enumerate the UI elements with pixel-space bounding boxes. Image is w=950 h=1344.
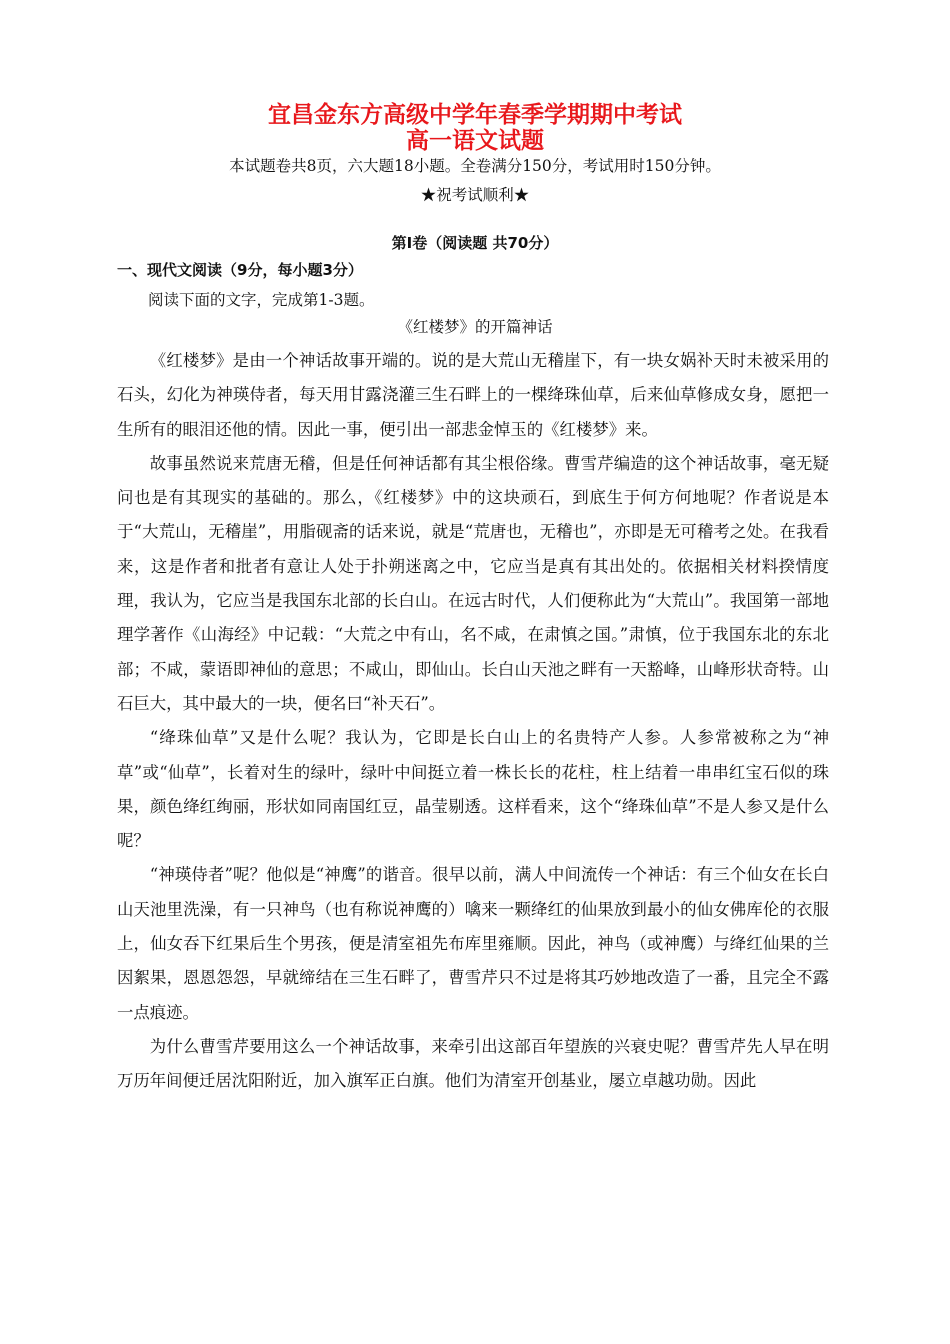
volume-title: 第Ⅰ卷（阅读题 共70分）: [391, 234, 559, 252]
paragraph: 为什么曹雪芹要用这么一个神话故事，来牵引出这部百年望族的兴衰史呢？曹雪芹先人早在明万历年间便迁居沈阳附近，加入旗军正白旗。他们为清室开创基业，屡立卓越功勋。因此: [117, 1036, 829, 1091]
paragraph: “神瑛侍者”呢？他似是“神鹰”的谐音。很早以前，满人中间流传一个神话：有三个仙女在长白山天池里洗澡，有一只神鸟（也有称说神鹰的）噙来一颗绛红的仙果放到最小的仙女佛库伦的衣服上，仙女吞下红果后生个男孩，便是清室祖先布库里雍顺。因此，神鸟（或神鹰）与绛红仙果的兰因絮果，恩恩怨怨，早就缔结在三生石畔了，曹雪芹只不过是将其巧妙地改造了一番，且完全不露一点痕迹。: [117, 865, 829, 1022]
exam-subtitle: 高一语文试题: [406, 128, 544, 154]
section-title: 一、现代文阅读（9分，每小题3分）: [117, 261, 363, 279]
section-instruction: 阅读下面的文字，完成第1-3题。: [148, 291, 375, 309]
paragraph: 故事虽然说来荒唐无稽，但是任何神话都有其尘根俗缘。曹雪芹编造的这个神话故事，毫无疑问也是有其现实的基础的。那么，《红楼梦》中的这块顽石，到底生于何方何地呢？作者说是本于“大荒山，无稽崖”，用脂砚斋的话来说，就是“荒唐也，无稽也”，亦即是无可稽考之处。在我看来，这是作者和批者有意让人处于扑朔迷离之中，它应当是真有其出处的。依据相关材料揆情度理，我认为，它应当是我国东北部的长白山。在远古时代，人们便称此为“大荒山”。我国第一部地理学著作《山海经》中记载：“大荒之中有山，名不咸，在肃慎之国。”肃慎，位于我国东北的东北部；不咸，蒙语即神仙的意思；不咸山，即仙山。长白山天池之畔有一天豁峰，山峰形状奇特。山石巨大，其中最大的一块，便名曰“补天石”。: [117, 453, 829, 713]
exam-wish: ★祝考试顺利★: [420, 186, 530, 204]
article-body: [117, 344, 829, 1099]
exam-title: 宜昌金东方高级中学年春季学期期中考试: [268, 102, 682, 128]
exam-intro: 本试题卷共8页，六大题18小题。全卷满分150分，考试用时150分钟。: [229, 157, 721, 175]
paragraph: “绛珠仙草”又是什么呢？我认为，它即是长白山上的名贵特产人参。人参常被称之为“神草”或“仙草”，长着对生的绿叶，绿叶中间挺立着一株长长的花柱，柱上结着一串串红宝石似的珠果，颜色绛红绚丽，形状如同南国红豆，晶莹剔透。这样看来，这个“绛珠仙草”不是人参又是什么呢？: [117, 728, 829, 851]
paragraph: 《红楼梦》是由一个神话故事开端的。说的是大荒山无稽崖下，有一块女娲补天时未被采用的石头，幻化为神瑛侍者，每天用甘露浇灌三生石畔上的一棵绛珠仙草，后来仙草修成女身，愿把一生所有的眼泪还他的情。因此一事，便引出一部悲金悼玉的《红楼梦》来。: [117, 351, 829, 439]
article-title: 《红楼梦》的开篇神话: [397, 318, 553, 336]
